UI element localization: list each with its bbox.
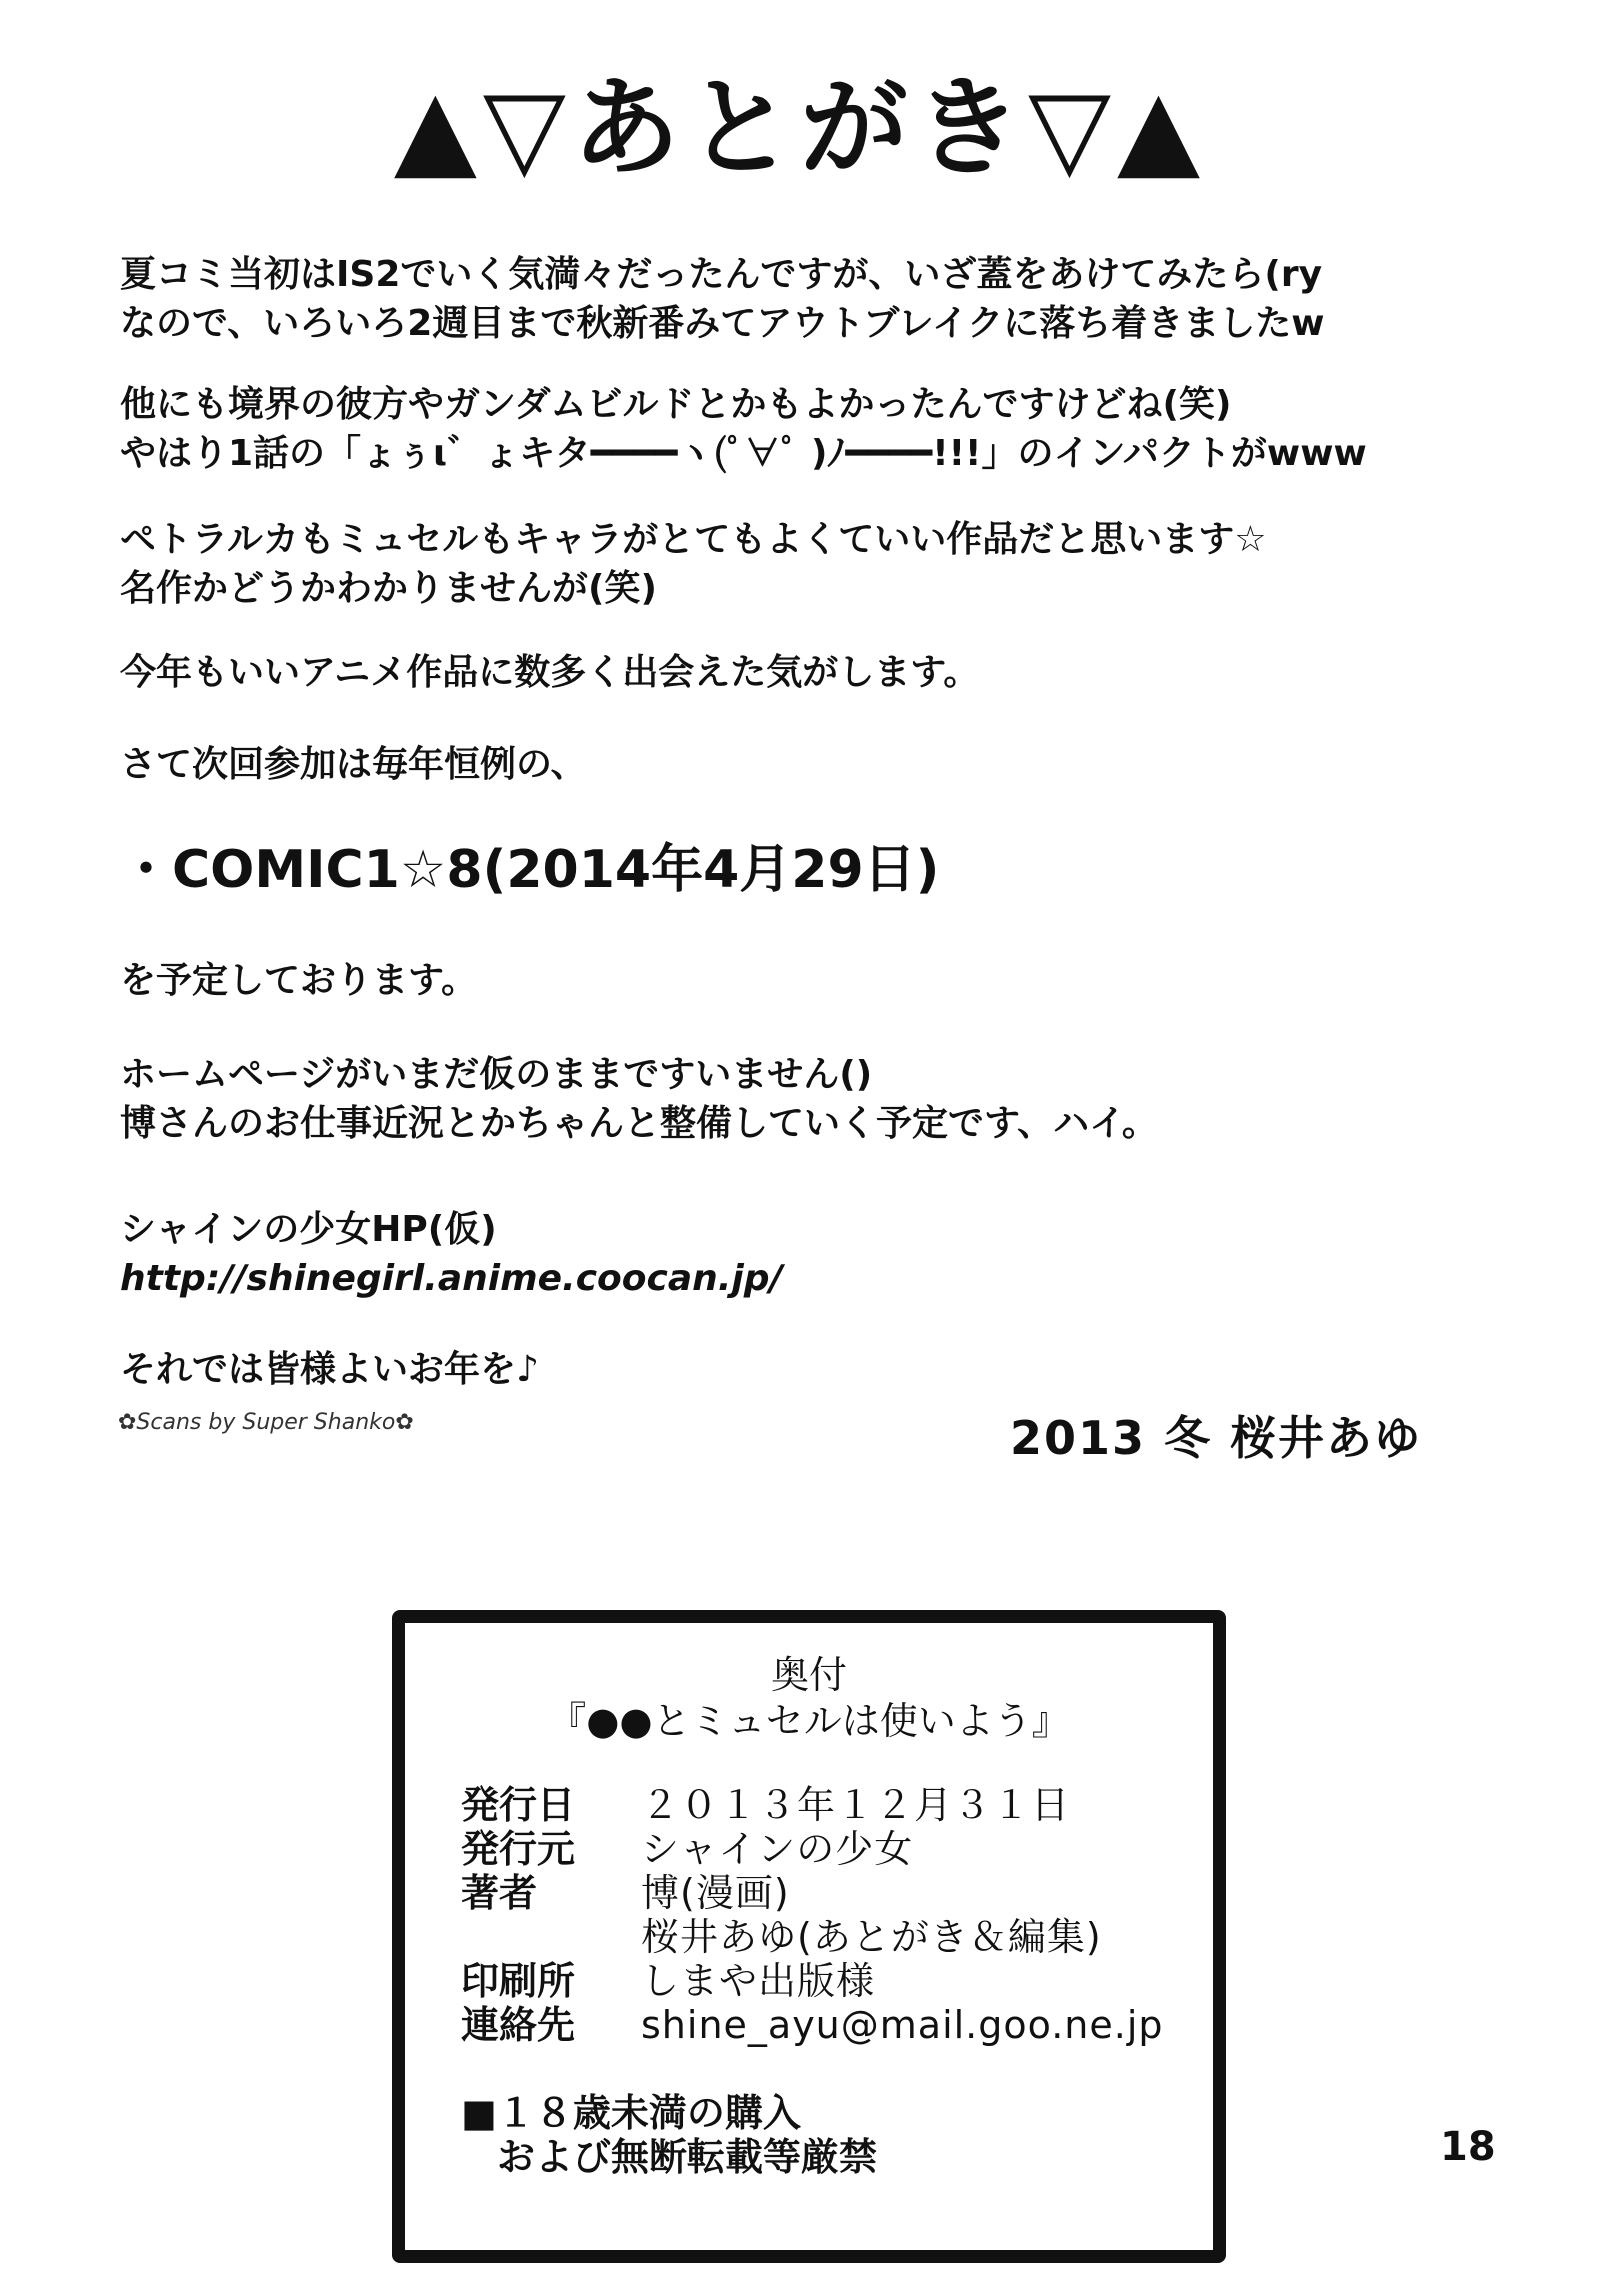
row-label: 著者: [461, 1871, 538, 1915]
colophon-row-publish-date: [461, 1783, 1070, 1827]
colophon-heading: 奥付: [770, 1653, 847, 1697]
text-line: 名作かどうかわかりませんが(笑): [120, 568, 657, 609]
paragraph-closing: [120, 1345, 1500, 1394]
page-number: 18: [1440, 2124, 1496, 2170]
colophon-row-printer: [461, 1959, 875, 2003]
text-line: それでは皆様よいお年を♪: [120, 1349, 539, 1390]
text-line: 博さんのお仕事近況とかちゃんと整備していく予定です、ハイ。: [120, 1103, 1158, 1144]
event-announcement: ・COMIC1☆8(2014年4月29日): [120, 840, 940, 900]
age-restriction-notice: ■１８歳未満の購入: [461, 2091, 801, 2135]
text-line: シャインの少女HP(仮): [120, 1209, 497, 1250]
text-line: 今年もいいアニメ作品に数多く出会えた気がします。: [120, 652, 980, 693]
row-value: ２０１３年１２月３１日: [641, 1783, 1071, 1827]
text-line: を予定しております。: [120, 960, 478, 1001]
paragraph-characters: [120, 515, 1500, 613]
paragraph-this-year: [120, 648, 1500, 697]
colophon-box: [392, 1610, 1226, 2263]
text-line: 他にも境界の彼方やガンダムビルドとかもよかったんですけどね(笑): [120, 384, 1232, 425]
row-value: 桜井あゆ(あとがき＆編集): [641, 1915, 1102, 1959]
scan-credit: ✿Scans by Super Shanko✿: [118, 1410, 414, 1435]
text-line: ホームページがいまだ仮のままですいません(): [120, 1054, 873, 1095]
row-value: しまや出版様: [641, 1959, 876, 2003]
row-value: シャインの少女: [641, 1827, 914, 1871]
row-value: 博(漫画): [641, 1871, 790, 1915]
colophon-row-contact: [461, 2003, 1164, 2047]
row-label: 連絡先: [461, 2003, 576, 2047]
text-line: さて次回参加は毎年恒例の、: [120, 744, 587, 785]
book-title: 『●●とミュセルは使いよう』: [548, 1699, 1070, 1743]
text-line: 夏コミ当初はIS2でいく気満々だったんですが、いざ蓋をあけてみたら(ry: [120, 254, 1323, 295]
row-label: 発行元: [461, 1827, 576, 1871]
colophon-row-author-2: [461, 1915, 1102, 1959]
colophon-row-author: [461, 1871, 790, 1915]
text-line: ペトラルカもミュセルもキャラがとてもよくていい作品だと思います☆: [120, 519, 1267, 560]
author-signature: 2013 冬 桜井あゆ: [1010, 1411, 1423, 1465]
paragraph-next-event: [120, 740, 1500, 789]
row-label: 発行日: [461, 1783, 576, 1827]
homepage-url: http://shinegirl.anime.coocan.jp/: [120, 1258, 783, 1299]
paragraph-other-anime: [120, 380, 1500, 478]
row-label: 印刷所: [461, 1959, 576, 2003]
paragraph-scheduled: [120, 956, 1500, 1005]
colophon-row-publisher: [461, 1827, 913, 1871]
page-title: ▲▽あとがき▽▲: [393, 66, 1207, 191]
paragraph-homepage-url: [120, 1205, 1500, 1303]
text-line: なので、いろいろ2週目まで秋新番みてアウトブレイクに落ち着きましたw: [120, 303, 1325, 344]
paragraph-summer-comiket: [120, 250, 1500, 348]
reprint-prohibition-notice: および無断転載等厳禁: [497, 2135, 878, 2179]
paragraph-homepage: [120, 1050, 1500, 1148]
contact-email: shine_ayu@mail.goo.ne.jp: [641, 2003, 1164, 2047]
text-line: やはり1話の「ょぅι゛ょキタ━━━━ヽ(ﾟ∀ﾟ )ﾉ━━━━!!!」のインパクトがwww: [120, 433, 1367, 474]
